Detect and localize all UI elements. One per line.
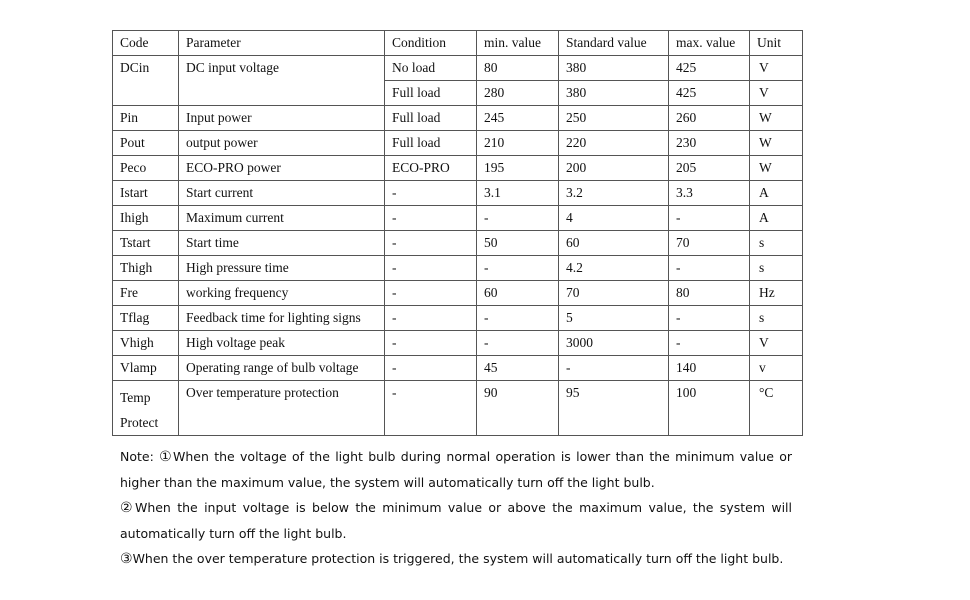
cell-standard: 70 <box>559 281 669 306</box>
cell-standard: 220 <box>559 131 669 156</box>
cell-max: 140 <box>669 356 750 381</box>
cell-standard: 3.2 <box>559 181 669 206</box>
note-item-1 <box>120 444 792 495</box>
cell-max: 3.3 <box>669 181 750 206</box>
cell-unit: s <box>750 306 803 331</box>
cell-condition: - <box>385 206 477 231</box>
cell-parameter: ECO-PRO power <box>179 156 385 181</box>
note-item-2 <box>120 495 792 546</box>
cell-condition: No load <box>385 56 477 81</box>
cell-condition: Full load <box>385 106 477 131</box>
cell-condition: Full load <box>385 131 477 156</box>
header-condition: Condition <box>385 31 477 56</box>
cell-max: 80 <box>669 281 750 306</box>
cell-parameter: High pressure time <box>179 256 385 281</box>
header-parameter: Parameter <box>179 31 385 56</box>
cell-parameter: High voltage peak <box>179 331 385 356</box>
cell-condition: - <box>385 306 477 331</box>
cell-min: 195 <box>477 156 559 181</box>
header-row <box>113 31 803 56</box>
table-row <box>113 231 803 256</box>
circled-1-icon: ① <box>159 449 173 465</box>
note-text: When the input voltage is below the minimum value or above the maximum value, the system will automatically turn off the light bulb. <box>120 500 792 541</box>
cell-code: DCin <box>113 56 179 106</box>
cell-code: Fre <box>113 281 179 306</box>
table-row <box>113 381 803 436</box>
header-min-value: min. value <box>477 31 559 56</box>
cell-unit: s <box>750 256 803 281</box>
cell-condition: - <box>385 281 477 306</box>
cell-code-line2: Protect <box>120 415 159 430</box>
cell-min: - <box>477 331 559 356</box>
cell-unit: W <box>750 106 803 131</box>
cell-min: 80 <box>477 56 559 81</box>
table-row <box>113 281 803 306</box>
cell-code: Tstart <box>113 231 179 256</box>
cell-standard: 60 <box>559 231 669 256</box>
circled-3-icon: ③ <box>120 551 133 567</box>
cell-min: 210 <box>477 131 559 156</box>
cell-min: 60 <box>477 281 559 306</box>
header-code: Code <box>113 31 179 56</box>
cell-max: - <box>669 206 750 231</box>
cell-min: 245 <box>477 106 559 131</box>
cell-unit: s <box>750 231 803 256</box>
cell-parameter: Start current <box>179 181 385 206</box>
cell-min: 280 <box>477 81 559 106</box>
cell-code: Ihigh <box>113 206 179 231</box>
cell-min: - <box>477 206 559 231</box>
cell-code: Tflag <box>113 306 179 331</box>
cell-parameter: DC input voltage <box>179 56 385 106</box>
cell-unit: v <box>750 356 803 381</box>
cell-condition: ECO-PRO <box>385 156 477 181</box>
cell-parameter: working frequency <box>179 281 385 306</box>
table-row <box>113 181 803 206</box>
table-row <box>113 131 803 156</box>
circled-2-icon: ② <box>120 500 135 516</box>
cell-condition: - <box>385 181 477 206</box>
cell-min: - <box>477 256 559 281</box>
cell-condition: - <box>385 256 477 281</box>
cell-parameter: output power <box>179 131 385 156</box>
cell-min: 3.1 <box>477 181 559 206</box>
cell-code: Vlamp <box>113 356 179 381</box>
cell-parameter: Start time <box>179 231 385 256</box>
cell-standard: - <box>559 356 669 381</box>
table-row <box>113 206 803 231</box>
cell-unit: W <box>750 156 803 181</box>
cell-unit: A <box>750 181 803 206</box>
cell-unit: °C <box>750 381 803 436</box>
table-row <box>113 331 803 356</box>
header-max-value: max. value <box>669 31 750 56</box>
cell-condition: - <box>385 381 477 436</box>
cell-max: 230 <box>669 131 750 156</box>
cell-unit: V <box>750 331 803 356</box>
cell-parameter: Maximum current <box>179 206 385 231</box>
cell-max: 205 <box>669 156 750 181</box>
note-block <box>120 444 792 572</box>
note-label: Note: <box>120 449 160 464</box>
cell-unit: V <box>750 56 803 81</box>
cell-max: 260 <box>669 106 750 131</box>
cell-code <box>113 381 179 436</box>
cell-max: 100 <box>669 381 750 436</box>
cell-code-line1: Temp <box>120 390 151 405</box>
cell-parameter: Input power <box>179 106 385 131</box>
cell-unit: A <box>750 206 803 231</box>
cell-standard: 200 <box>559 156 669 181</box>
cell-parameter: Feedback time for lighting signs <box>179 306 385 331</box>
note-text: When the voltage of the light bulb during normal operation is lower than the minimum value or higher than the maximum value, the system will automatically turn off the light bulb. <box>120 449 792 490</box>
cell-standard: 380 <box>559 81 669 106</box>
cell-standard: 95 <box>559 381 669 436</box>
cell-condition: - <box>385 231 477 256</box>
cell-max: 425 <box>669 56 750 81</box>
cell-unit: Hz <box>750 281 803 306</box>
cell-condition: - <box>385 356 477 381</box>
cell-standard: 250 <box>559 106 669 131</box>
table-row <box>113 106 803 131</box>
cell-max: - <box>669 256 750 281</box>
cell-max: - <box>669 331 750 356</box>
table-row <box>113 256 803 281</box>
cell-min: - <box>477 306 559 331</box>
cell-unit: W <box>750 131 803 156</box>
cell-max: 70 <box>669 231 750 256</box>
table-row <box>113 306 803 331</box>
header-standard-value: Standard value <box>559 31 669 56</box>
table-row <box>113 156 803 181</box>
cell-parameter: Operating range of bulb voltage <box>179 356 385 381</box>
cell-parameter: Over temperature protection <box>179 381 385 436</box>
cell-code: Peco <box>113 156 179 181</box>
cell-code: Pout <box>113 131 179 156</box>
cell-standard: 3000 <box>559 331 669 356</box>
cell-standard: 380 <box>559 56 669 81</box>
cell-standard: 4 <box>559 206 669 231</box>
cell-max: - <box>669 306 750 331</box>
note-text: When the over temperature protection is triggered, the system will automatically turn off the light bulb. <box>132 551 784 566</box>
cell-code: Pin <box>113 106 179 131</box>
cell-min: 45 <box>477 356 559 381</box>
cell-condition: Full load <box>385 81 477 106</box>
cell-code: Thigh <box>113 256 179 281</box>
cell-max: 425 <box>669 81 750 106</box>
cell-min: 90 <box>477 381 559 436</box>
table-row <box>113 356 803 381</box>
note-item-3 <box>120 546 792 572</box>
cell-standard: 4.2 <box>559 256 669 281</box>
table-row <box>113 56 803 81</box>
cell-code: Istart <box>113 181 179 206</box>
header-unit: Unit <box>750 31 803 56</box>
cell-min: 50 <box>477 231 559 256</box>
spec-table <box>112 30 803 436</box>
cell-code: Vhigh <box>113 331 179 356</box>
cell-condition: - <box>385 331 477 356</box>
cell-standard: 5 <box>559 306 669 331</box>
cell-unit: V <box>750 81 803 106</box>
